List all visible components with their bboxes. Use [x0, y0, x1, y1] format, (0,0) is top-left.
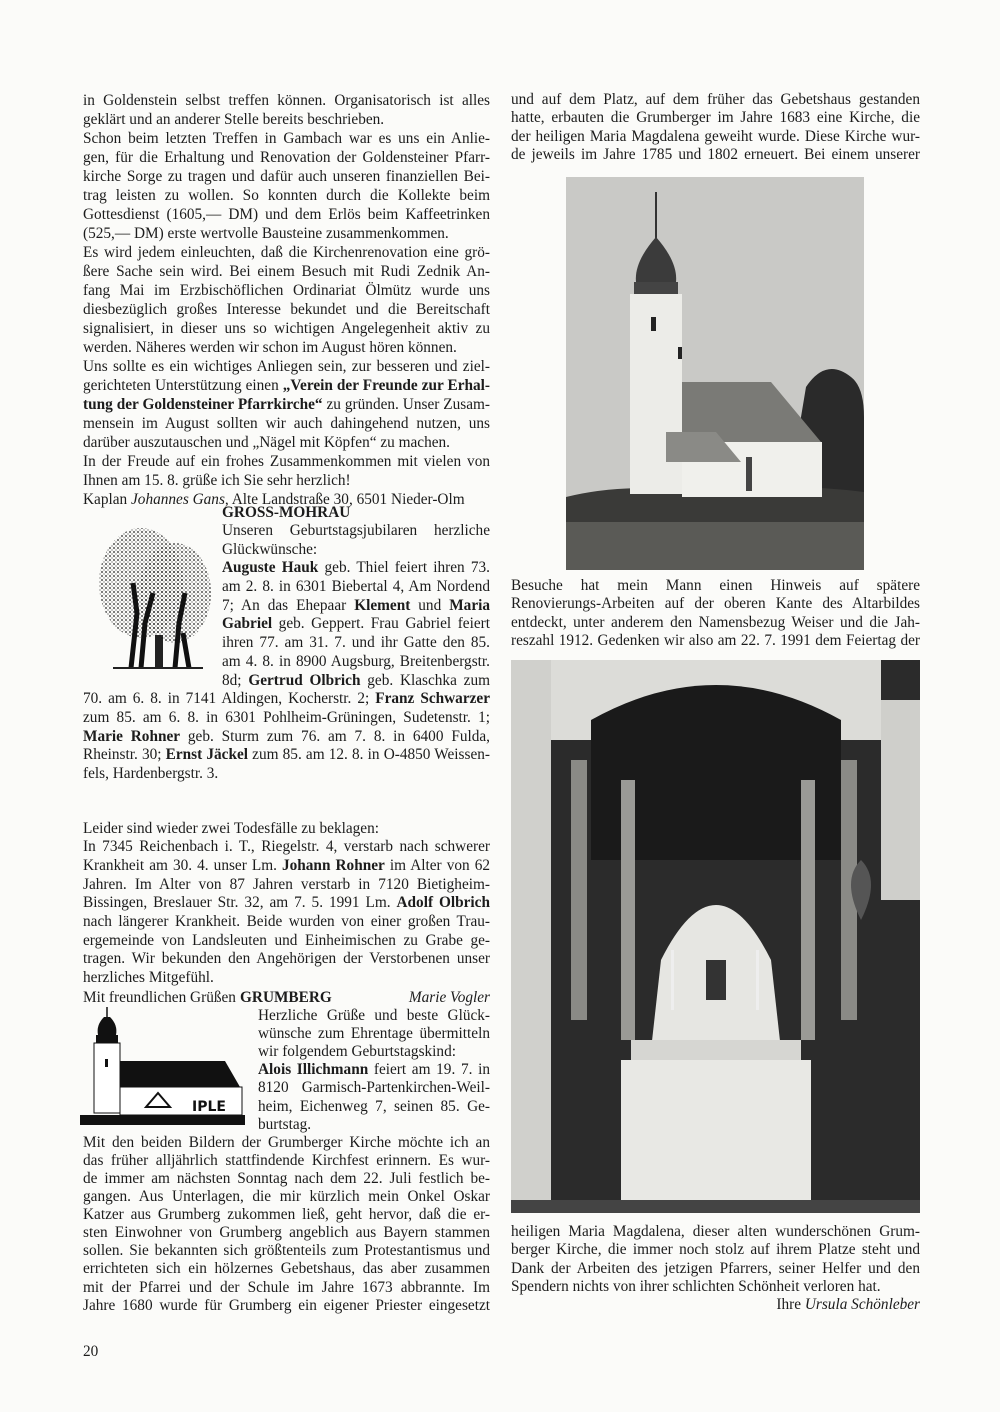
- text-line: [83, 1134, 490, 1152]
- bold-name: „Verein der Freunde zur Erhal-: [282, 377, 490, 394]
- text-segment: geb. Sturm zum 76. am 7. 8. in 6400 Fulda,: [180, 727, 490, 745]
- text-line: [83, 110, 490, 129]
- text-segment: feiert am 19. 7. in: [368, 1061, 490, 1079]
- text-segment: berger Kirche, die immer noch stolz auf ihrem Platze steht und: [511, 1241, 920, 1259]
- text-line: [511, 614, 920, 632]
- text-segment: gen, für die Erhaltung und Renovation der Goldensteiner Pfarr-: [83, 149, 490, 166]
- text-line: [83, 969, 490, 988]
- text-segment: im Alter von 62: [384, 857, 490, 874]
- text-segment: wir folgendem Geburtstagskind:: [258, 1043, 456, 1061]
- text-line: [83, 243, 490, 262]
- text-segment: Rheinstr. 30;: [83, 746, 166, 764]
- text-segment: nach längerer Krankheit. Beide wurden von einer großen Trau-: [83, 913, 490, 931]
- text-segment: Renovierungs-Arbeiten auf der oberen Kante des Altarbildes: [511, 595, 920, 613]
- text-line: [511, 1241, 920, 1259]
- text-segment: Krankheit am 30. 4. unser Lm.: [83, 857, 282, 874]
- bold-name: Johann Rohner: [281, 857, 385, 874]
- text-segment: errichteten sich ein hölzernes Gebetshaus, das aber zusammen: [83, 1260, 490, 1278]
- text-segment: gerichteten Unterstützung einen: [83, 377, 283, 394]
- text-segment: und: [410, 596, 450, 614]
- church-photo: [566, 177, 864, 570]
- text-segment: In 7345 Reichenbach i. T., Riegelstr. 4, verstarb nach schwerer: [83, 838, 490, 856]
- paragraph: [83, 357, 490, 452]
- text-line: [258, 1098, 490, 1116]
- text-segment: 7; An das Ehepaar: [222, 596, 355, 614]
- closing-signature: [511, 1296, 920, 1314]
- text-segment: Glückwünsche:: [222, 540, 318, 558]
- text-segment: zu gründen. Unser Zusam-: [322, 396, 490, 413]
- text-segment: sten Einwohner von Grumberg angeblich aus Bayern stammen: [83, 1224, 490, 1242]
- text-segment: Mit den beiden Bildern der Grumberger Kirche möchte ich an: [83, 1133, 490, 1151]
- text-line: [222, 653, 490, 672]
- text-segment: das früher alljährlich stattfindende Kirchfest erinnern. Es wur-: [83, 1151, 490, 1169]
- text-line: [258, 1007, 490, 1025]
- text-segment: In der Freude auf ein frohes Zusammenkommen mit vielen von: [83, 453, 490, 470]
- text-line: [83, 709, 490, 728]
- bold-name: Klement: [354, 596, 411, 614]
- text-line: [83, 395, 490, 414]
- text-line: [83, 224, 490, 243]
- paragraph: [83, 838, 490, 988]
- text-segment: Unseren Geburtstagsjubilaren herzliche: [222, 522, 490, 539]
- text-line: [83, 338, 490, 357]
- grumberg-history-text: [83, 1134, 490, 1315]
- bold-name: tung der Goldensteiner Pfarrkirche“: [83, 396, 323, 413]
- bold-name: Adolf Olbrich: [396, 894, 490, 912]
- gross-mohrau-section: [83, 503, 490, 1007]
- bold-name: Alois Illichmann: [258, 1061, 369, 1079]
- text-segment: signalisiert, in dieser uns so wichtigen Angelegenheit aktiv zu: [83, 320, 490, 337]
- bold-name: Gertrud Olbrich: [248, 671, 361, 689]
- text-line: [83, 452, 490, 471]
- paragraph: [83, 243, 490, 357]
- section-heading-grumberg: GRUMBERG: [240, 989, 332, 1006]
- paragraph: [83, 1134, 490, 1315]
- text-line: [83, 148, 490, 167]
- signature-prefix: Ihre: [776, 1296, 805, 1314]
- text-segment: zum 85. am 6. 8. in 6301 Pohlheim-Grüningen, Sudetenstr. 1;: [83, 708, 490, 726]
- text-line: [83, 838, 490, 857]
- text-segment: de immer am nächsten Sonntag nach dem 22. Juli festlich be-: [83, 1169, 490, 1187]
- text-segment: kirche Sorge zu tragen und dafür auch unseren finanziellen Bei-: [83, 168, 490, 185]
- text-line: [511, 146, 920, 164]
- grumberg-section: [83, 989, 490, 1315]
- paragraph: [511, 1223, 920, 1296]
- text-line: [222, 541, 490, 560]
- text-segment: de jeweils im Jahre 1785 und 1802 erneuert. Bei einem unserer: [511, 145, 920, 163]
- paragraph: [83, 452, 490, 490]
- gross-mohrau-deaths-text: [83, 820, 490, 988]
- text-segment: Kaplan: [83, 491, 131, 508]
- text-segment: tragen. Wir bekunden den Angehörigen der Verstorbenen unser: [83, 950, 490, 968]
- text-line: [511, 632, 920, 650]
- text-segment: fels, Hardenbergstr. 3.: [83, 764, 219, 782]
- svg-text:IPLE: IPLE: [192, 1099, 226, 1115]
- text-line: [83, 932, 490, 951]
- text-segment: ßere Sache sein wird. Bei einem Besuch mit Rudi Zednik An-: [83, 263, 490, 280]
- text-line: [511, 1223, 920, 1241]
- text-line: [83, 357, 490, 376]
- text-line: [511, 91, 920, 109]
- right-top-text: [511, 91, 920, 164]
- text-line: [83, 414, 490, 433]
- text-segment: 70. am 6. 8. in 7141 Aldingen, Kocherstr. 2;: [83, 690, 376, 708]
- bold-name: Ernst Jäckel: [165, 746, 249, 764]
- text-line: [258, 1116, 490, 1134]
- text-line: [83, 1242, 490, 1260]
- text-segment: Besuche hat mein Mann einen Hinweis auf spätere: [511, 577, 920, 594]
- text-segment: gangen. Aus Unterlagen, die mir kürzlich mein Onkel Oskar: [83, 1188, 490, 1206]
- grumberg-indented-text: [258, 1007, 490, 1134]
- text-line: [222, 522, 490, 541]
- tree-illustration: [93, 523, 218, 673]
- text-line: [83, 129, 490, 148]
- text-line: [83, 876, 490, 895]
- text-segment: Ihnen am 15. 8. grüße ich Sie sehr herzlich!: [83, 472, 351, 489]
- text-segment: der heiligen Maria Magdalena geweiht wurde. Diese Kirche wur-: [511, 127, 920, 145]
- text-line: [83, 471, 490, 490]
- page-number: 20: [83, 1343, 99, 1360]
- text-line: [511, 1278, 920, 1296]
- text-segment: 8d;: [222, 671, 249, 689]
- text-segment: Jahre 1680 wurde für Grumberg ein eigener Priester eingesetzt: [83, 1296, 490, 1314]
- text-segment: geb. Thiel feiert ihren 73.: [318, 559, 490, 577]
- text-segment: hatte, erbauten die Grumberger im Jahre 1683 eine Kirche, die: [511, 109, 920, 127]
- text-line: [83, 765, 490, 784]
- altar-photo: [511, 660, 920, 1213]
- text-line: [222, 672, 490, 691]
- text-segment: 8120 Garmisch-Partenkirchen-Weil-: [258, 1079, 490, 1097]
- text-segment: zum 85. am 12. 8. in O-4850 Weissen-: [248, 746, 490, 764]
- text-segment: (525,— DM) erste wertvolle Bausteine zusammenkommen.: [83, 225, 449, 242]
- text-segment: am 2. 8. in 6301 Biebertal 4, Am Nordend: [222, 578, 490, 596]
- text-segment: trag leisten zu wollen. So konnten durch die Kollekte beim: [83, 187, 490, 204]
- gross-mohrau-birthdays-text: [83, 690, 490, 783]
- text-segment: burtstag.: [258, 1115, 312, 1133]
- paragraph: [511, 91, 920, 164]
- text-segment: am 4. 8. in 8900 Augsburg, Breitenbergstr.: [222, 652, 490, 670]
- text-segment: Jahren. Im Alter von 87 Jahren verstarb in 7120 Bietigheim-: [83, 875, 490, 893]
- paragraph: [83, 690, 490, 783]
- text-segment: diesbezüglich großes Interesse bekundet und die Bereitschaft: [83, 301, 490, 318]
- bold-name: Marie Rohner: [83, 727, 181, 745]
- text-line: [83, 91, 490, 110]
- text-segment: geb. Geppert. Frau Gabriel feiert: [272, 615, 490, 633]
- closing-text: Mit freundlichen Grüßen: [83, 988, 236, 1006]
- text-line: [83, 205, 490, 224]
- church-illustration: [80, 1007, 245, 1125]
- bold-name: Auguste Hauk: [222, 559, 319, 577]
- text-segment: heim, Eichenweg 7, seinen 85. Ge-: [258, 1097, 490, 1115]
- text-line: [83, 894, 490, 913]
- intro-text: [83, 91, 490, 509]
- text-segment: wünsche zum Ehrentage übermitteln: [258, 1025, 490, 1043]
- text-line: [222, 578, 490, 597]
- text-line: [511, 109, 920, 127]
- text-segment: ihren 77. am 31. 7. und ihr Gatte den 85.: [222, 634, 490, 652]
- text-segment: darüber auszutauschen und „Nägel mit Köpfen“ zu machen.: [83, 434, 450, 451]
- text-segment: geklärt und an anderer Stelle bereits beschrieben.: [83, 111, 385, 128]
- text-line: [83, 167, 490, 186]
- text-segment: Leider sind wieder zwei Todesfälle zu beklagen:: [83, 819, 379, 837]
- text-line: [83, 690, 490, 709]
- text-segment: Es wird jedem einleuchten, daß die Kirchenrenovation eine grö-: [83, 244, 490, 261]
- text-segment: Alte Landstraße 30, 6501 Nieder-Olm: [228, 491, 465, 508]
- text-segment: ergemeinde von Landsleuten und Einheimischen zu Grabe ge-: [83, 931, 490, 949]
- text-segment: Herzliche Grüße und beste Glück-: [258, 1007, 490, 1025]
- text-segment: Spendern nichts von ihrer schlichten Schönheit verloren hat.: [511, 1277, 881, 1295]
- text-segment: Bissingen, Breslauer Str. 32, am 7. 5. 1991 Lm.: [83, 894, 397, 912]
- text-line: [83, 1279, 490, 1297]
- right-middle-text: [511, 577, 920, 650]
- bold-name: Maria: [449, 596, 490, 614]
- paragraph: [258, 1007, 490, 1061]
- text-segment: geb. Klaschka zum: [360, 671, 490, 689]
- text-line: [83, 1224, 490, 1242]
- text-line: [83, 950, 490, 969]
- text-line: [83, 376, 490, 395]
- paragraph: [83, 91, 490, 129]
- text-line: [222, 597, 490, 616]
- text-segment: Dank der Arbeiten des jetzigen Pfarrers, seiner Helfer und den: [511, 1259, 920, 1277]
- text-line: [511, 1260, 920, 1278]
- paragraph: [83, 820, 490, 839]
- text-segment: Katzer aus Grumberg zukommen ließ, geht hervor, daß die er-: [83, 1206, 490, 1224]
- text-segment: reszahl 1912. Gedenken wir also am 22. 7. 1991 dem Feiertag der: [511, 631, 920, 649]
- text-segment: herzliches Mitgefühl.: [83, 969, 214, 987]
- text-segment: in Goldenstein selbst treffen können. Organisatorisch ist alles: [83, 92, 490, 109]
- text-segment: sollen. Sie bekannten sich größtenteils zum Protestantismus und: [83, 1242, 490, 1260]
- text-line: [83, 281, 490, 300]
- paragraph: [222, 522, 490, 559]
- text-line: [511, 128, 920, 146]
- text-line: [258, 1025, 490, 1043]
- signature-ursula-schoenleber: Ursula Schönleber: [804, 1296, 920, 1314]
- text-line: [83, 913, 490, 932]
- text-segment: entdeckt, unter anderem den Namensbezug Weiser und die Jah-: [511, 613, 920, 631]
- right-bottom-text: [511, 1223, 920, 1314]
- text-line: [83, 1260, 490, 1278]
- text-line: [511, 595, 920, 613]
- text-segment: Gottesdienst (1605,— DM) und dem Erlös beim Kaffeetrinken: [83, 206, 490, 223]
- text-line: [83, 262, 490, 281]
- text-segment: Schon beim letzten Treffen in Gambach war es uns ein Anlie-: [83, 130, 490, 147]
- text-line: [83, 1297, 490, 1315]
- bold-name: Franz Schwarzer: [375, 690, 490, 708]
- paragraph: [83, 129, 490, 243]
- text-segment: werden. Näheres werden wir schon im August hören können.: [83, 339, 457, 356]
- text-segment: mensein im August sollten wir auch dahingehend nutzen, uns: [83, 415, 490, 432]
- section-heading-gross-mohrau: GROSS-MOHRAU: [222, 504, 351, 521]
- text-line: [83, 1170, 490, 1188]
- text-line: [83, 746, 490, 765]
- text-line: [222, 559, 490, 578]
- text-line: [83, 319, 490, 338]
- italic-name: Johannes Gans,: [131, 491, 229, 508]
- text-line: [83, 433, 490, 452]
- text-line: [258, 1043, 490, 1061]
- text-line: [83, 1188, 490, 1206]
- paragraph: [511, 577, 920, 650]
- text-segment: heiligen Maria Magdalena, dieser alten wunderschönen Grum-: [511, 1223, 920, 1240]
- text-segment: und auf dem Platz, auf dem früher das Gebetshaus gestanden: [511, 91, 920, 108]
- text-line: [83, 820, 490, 839]
- text-line: [222, 615, 490, 634]
- text-segment: fang Mai im Erzbischöflichen Ordinariat Ölmütz wurde uns: [83, 282, 490, 299]
- text-line: [83, 1206, 490, 1224]
- gross-mohrau-indented-text: [222, 522, 490, 690]
- paragraph: [258, 1061, 490, 1133]
- paragraph: [222, 559, 490, 690]
- text-line: [83, 728, 490, 747]
- text-line: [83, 1152, 490, 1170]
- text-line: [511, 577, 920, 595]
- text-line: [83, 300, 490, 319]
- text-segment: Uns sollte es ein wichtiges Anliegen sein, zur besseren und ziel-: [83, 358, 490, 375]
- text-line: [83, 186, 490, 205]
- text-line: [83, 857, 490, 876]
- text-line: [258, 1079, 490, 1097]
- text-line: [258, 1061, 490, 1079]
- text-line: [222, 634, 490, 653]
- signature-marie-vogler: Marie Vogler: [408, 988, 490, 1006]
- text-segment: mit der Pfarrei und der Schule im Jahre 1673 abbrannte. Im: [83, 1278, 490, 1296]
- bold-name: Gabriel: [222, 615, 273, 633]
